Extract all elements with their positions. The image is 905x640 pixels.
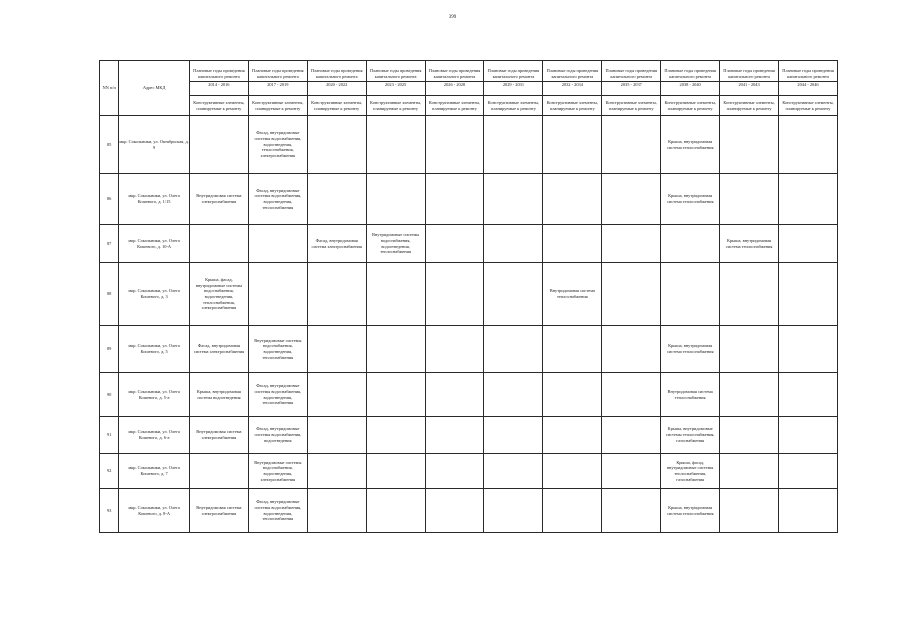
repair-cell [720, 454, 779, 489]
repair-cell [602, 326, 661, 373]
repair-cell [484, 174, 543, 225]
row-number: 90 [100, 373, 119, 417]
repair-cell [484, 454, 543, 489]
repair-cell [366, 373, 425, 417]
repair-cell [307, 489, 366, 533]
period-header [779, 61, 838, 96]
period-years: 2041 - 2043 [720, 81, 778, 88]
row-number: 87 [100, 225, 119, 263]
repair-cell [779, 373, 838, 417]
repair-cell [779, 417, 838, 454]
plan-label: Плановые годы проведения капитального ремонта [782, 68, 834, 80]
elements-header: Конструктивные элементы, планируемые к ремонту [189, 96, 248, 116]
repair-cell [366, 263, 425, 326]
repair-cell [484, 225, 543, 263]
repair-cell: Внутридомовая система электроснабжения [189, 174, 248, 225]
repair-cell [779, 225, 838, 263]
repair-cell: Фасад, внутридомовая система электроснабжения [307, 225, 366, 263]
repair-cell: Крыша, внутридомовые системы теплоснабжения, газоснабжения [661, 417, 720, 454]
repair-cell [425, 489, 484, 533]
repair-cell [307, 454, 366, 489]
period-years: 2026 - 2028 [426, 81, 484, 88]
elements-header: Конструктивные элементы, планируемые к ремонту [720, 96, 779, 116]
row-number: 91 [100, 417, 119, 454]
plan-label: Плановые годы проведения капитального ремонта [193, 68, 245, 80]
repair-cell: Фасад, внутридомовые системы водоснабжения, водоотведения, теплоснабжения, электроснабжения [248, 116, 307, 174]
table-row [100, 373, 838, 417]
repair-cell [543, 116, 602, 174]
repair-cell [720, 174, 779, 225]
repair-cell [602, 373, 661, 417]
address-header: Адрес МКД [119, 61, 190, 116]
repair-cell: Внутридомовая система электроснабжения [189, 489, 248, 533]
repair-cell: Внутридомовая система электроснабжения [189, 417, 248, 454]
period-years: 2029 - 2031 [484, 81, 542, 88]
plan-label: Плановые годы проведения капитального ремонта [252, 68, 304, 80]
repair-cell [543, 225, 602, 263]
header-plan-row [100, 61, 838, 96]
period-years: 2023 - 2025 [367, 81, 425, 88]
repair-cell: Фасад, внутридомовые системы водоснабжения, водоотведения, теплоснабжения [248, 489, 307, 533]
repair-cell [425, 263, 484, 326]
row-number: 92 [100, 454, 119, 489]
period-years: 2017 - 2019 [249, 81, 307, 88]
repair-cell [661, 263, 720, 326]
repair-cell [484, 417, 543, 454]
repair-cell: Внутридомовые системы водоснабжения, водоотведения, электроснабжения [248, 454, 307, 489]
repair-cell [779, 489, 838, 533]
period-header [307, 61, 366, 96]
row-address: мкр. Сокольники, ул. Олега Кошевого, д. 7 [119, 454, 190, 489]
repair-cell [366, 489, 425, 533]
period-header [720, 61, 779, 96]
repair-cell [602, 225, 661, 263]
repair-cell: Крыша, внутридомовая система водоотведения [189, 373, 248, 417]
period-header [189, 61, 248, 96]
repair-cell [307, 116, 366, 174]
repair-cell [425, 174, 484, 225]
plan-label: Плановые годы проведения капитального ремонта [605, 68, 658, 80]
row-number: 86 [100, 174, 119, 225]
repair-schedule-table [99, 60, 838, 533]
table-row [100, 454, 838, 489]
row-address: мкр. Сокольники, ул. Олега Кошевого, д. 10-А [119, 225, 190, 263]
repair-cell [484, 263, 543, 326]
repair-cell [543, 489, 602, 533]
repair-cell [720, 417, 779, 454]
repair-cell [425, 417, 484, 454]
repair-cell [425, 225, 484, 263]
repair-cell [720, 326, 779, 373]
period-header [543, 61, 602, 96]
repair-cell: Фасад, внутридомовые системы водоснабжения, водоотведения, теплоснабжения [248, 174, 307, 225]
header-subtitle-row [100, 96, 838, 116]
repair-cell: Внутридомовая система теплоснабжения [661, 373, 720, 417]
table-row [100, 174, 838, 225]
repair-cell [543, 326, 602, 373]
row-address: мкр. Сокольники, ул. Олега Кошевого, д. 8-А [119, 489, 190, 533]
repair-cell [248, 263, 307, 326]
elements-header: Конструктивные элементы, планируемые к ремонту [366, 96, 425, 116]
elements-header: Конструктивные элементы, планируемые к ремонту [248, 96, 307, 116]
repair-cell: Крыша, внутридомовая система теплоснабжения [661, 326, 720, 373]
repair-cell [779, 263, 838, 326]
plan-label: Плановые годы проведения капитального ремонта [310, 68, 363, 80]
repair-cell [366, 116, 425, 174]
repair-cell [366, 454, 425, 489]
row-address: мкр. Сокольники, ул. Олега Кошевого, д. 3 [119, 263, 190, 326]
period-years: 2020 - 2022 [308, 81, 366, 88]
page-number: 399 [448, 15, 457, 20]
repair-cell [189, 116, 248, 174]
repair-cell [720, 373, 779, 417]
repair-cell [720, 116, 779, 174]
repair-cell: Крыша, внутридомовая система теплоснабжения [661, 116, 720, 174]
elements-header: Конструктивные элементы, планируемые к ремонту [779, 96, 838, 116]
repair-cell [543, 174, 602, 225]
repair-cell: Крыша, фасад, внутридомовые системы водоснабжения, водоотведения, теплоснабжения, электроснабжения [189, 263, 248, 326]
table-row [100, 489, 838, 533]
repair-cell [602, 489, 661, 533]
table-row [100, 225, 838, 263]
row-address: мкр. Сокольники, ул. Олега Кошевого, д. 1/15 [119, 174, 190, 225]
repair-cell [307, 174, 366, 225]
repair-cell [543, 454, 602, 489]
plan-label: Плановые годы проведения капитального ремонта [664, 68, 716, 80]
repair-cell: Фасад, внутридомовая система электроснабжения [189, 326, 248, 373]
repair-cell [779, 454, 838, 489]
period-header [602, 61, 661, 96]
repair-cell [661, 225, 720, 263]
repair-cell [720, 263, 779, 326]
period-years: 2014 - 2016 [190, 81, 248, 88]
table-row [100, 417, 838, 454]
elements-header: Конструктивные элементы, планируемые к ремонту [602, 96, 661, 116]
plan-label: Плановые годы проведения капитального ремонта [369, 68, 422, 80]
period-header [366, 61, 425, 96]
repair-cell [425, 116, 484, 174]
repair-cell [779, 116, 838, 174]
repair-cell: Фасад, внутридомовые системы водоснабжения, водоотведения [248, 417, 307, 454]
period-header [248, 61, 307, 96]
period-years: 2035 - 2037 [602, 81, 660, 88]
row-number: 89 [100, 326, 119, 373]
period-header [661, 61, 720, 96]
row-address: мкр. Сокольники, ул. Олега Кошевого, д. 6-а [119, 417, 190, 454]
row-address: мкр. Сокольники, ул. Олега Кошевого, д. 5 [119, 326, 190, 373]
repair-cell [779, 174, 838, 225]
repair-cell [602, 174, 661, 225]
table-row [100, 326, 838, 373]
repair-cell [602, 417, 661, 454]
period-years: 2038 - 2040 [661, 81, 719, 88]
repair-cell [602, 263, 661, 326]
plan-label: Плановые годы проведения капитального ремонта [428, 68, 481, 80]
repair-cell: Крыша, внутридомовая система теплоснабжения [720, 225, 779, 263]
repair-cell [189, 454, 248, 489]
repair-cell [307, 373, 366, 417]
repair-cell: Внутридомовые системы водоснабжения, водоотведения, теплоснабжения [248, 326, 307, 373]
repair-cell: Крыша, фасад, внутридомовые системы теплоснабжения, газоснабжения [661, 454, 720, 489]
period-years: 2044 - 2046 [779, 81, 837, 88]
repair-cell [366, 174, 425, 225]
repair-cell [543, 417, 602, 454]
repair-cell: Внутридомовые системы водоснабжения, водоотведения, теплоснабжения [366, 225, 425, 263]
period-header [484, 61, 543, 96]
period-years: 2032 - 2034 [543, 81, 601, 88]
row-number: 85 [100, 116, 119, 174]
table-body [100, 116, 838, 533]
repair-cell [720, 489, 779, 533]
elements-header: Конструктивные элементы, планируемые к ремонту [484, 96, 543, 116]
repair-cell [425, 326, 484, 373]
period-header [425, 61, 484, 96]
repair-cell [779, 326, 838, 373]
row-number: 93 [100, 489, 119, 533]
elements-header: Конструктивные элементы, планируемые к ремонту [543, 96, 602, 116]
repair-cell [484, 489, 543, 533]
row-address: мкр. Сокольники, ул. Олега Кошевого, д. 5-а [119, 373, 190, 417]
repair-cell [307, 263, 366, 326]
repair-cell: Фасад, внутридомовые системы водоснабжения, водоотведения, теплоснабжения [248, 373, 307, 417]
table-row [100, 116, 838, 174]
repair-cell [307, 417, 366, 454]
repair-cell [484, 373, 543, 417]
plan-label: Плановые годы проведения капитального ремонта [546, 68, 599, 80]
row-address: мкр. Сокольники, ул. Октябрьская, д. 9 [119, 116, 190, 174]
row-number: 88 [100, 263, 119, 326]
repair-cell: Крыша, внутридомовая система теплоснабжения [661, 489, 720, 533]
nn-header: NN п/п [100, 61, 119, 116]
repair-cell [425, 454, 484, 489]
elements-header: Конструктивные элементы, планируемые к ремонту [307, 96, 366, 116]
repair-cell [602, 454, 661, 489]
repair-cell: Крыша, внутридомовая система теплоснабжения [661, 174, 720, 225]
repair-cell [425, 373, 484, 417]
repair-cell [248, 225, 307, 263]
repair-cell [307, 326, 366, 373]
repair-cell [189, 225, 248, 263]
table-row [100, 263, 838, 326]
repair-cell [543, 373, 602, 417]
repair-cell [366, 417, 425, 454]
repair-cell [602, 116, 661, 174]
repair-cell [366, 326, 425, 373]
plan-label: Плановые годы проведения капитального ремонта [723, 68, 775, 80]
repair-cell: Внутридомовая система теплоснабжения [543, 263, 602, 326]
plan-label: Плановые годы проведения капитального ремонта [487, 68, 540, 80]
repair-cell [484, 326, 543, 373]
elements-header: Конструктивные элементы, планируемые к ремонту [661, 96, 720, 116]
repair-cell [484, 116, 543, 174]
elements-header: Конструктивные элементы, планируемые к ремонту [425, 96, 484, 116]
